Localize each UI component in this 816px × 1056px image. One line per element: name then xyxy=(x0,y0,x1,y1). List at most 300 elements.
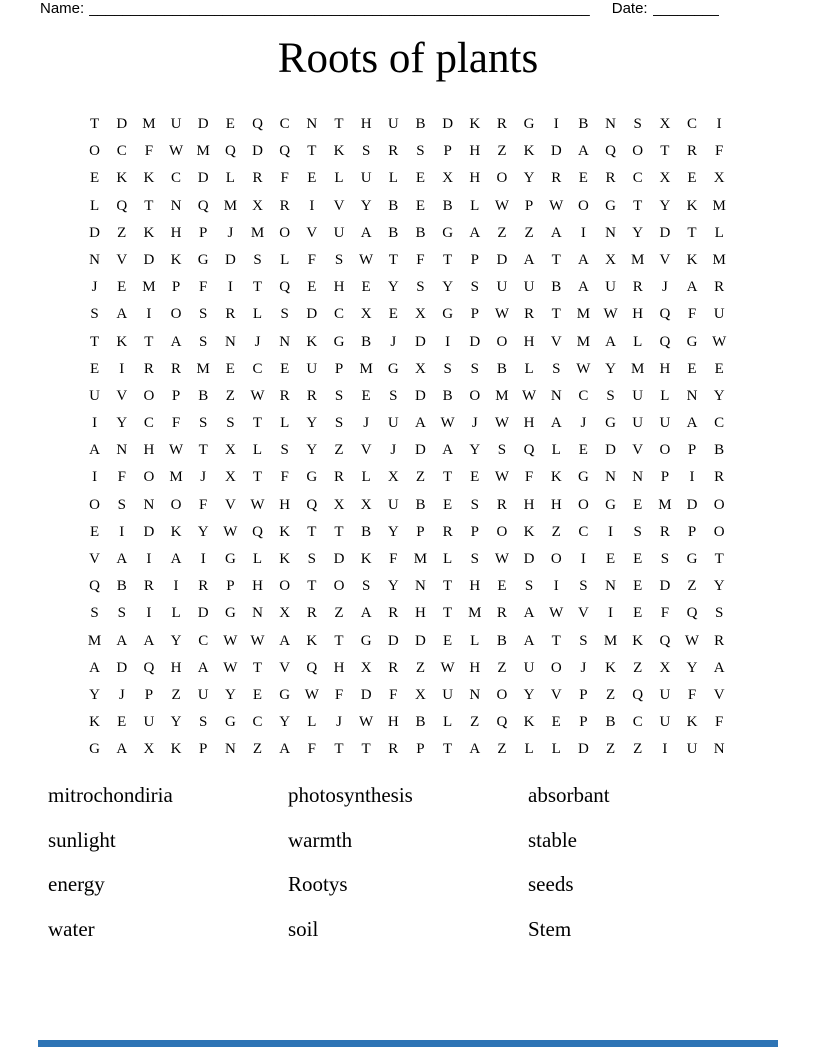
word-list-item: absorbant xyxy=(528,783,610,807)
grid-letter: I xyxy=(309,197,315,214)
grid-letter: J xyxy=(580,415,587,432)
grid-letter: J xyxy=(336,714,342,731)
grid-letter: S xyxy=(497,442,507,459)
grid-letter: P xyxy=(226,578,235,595)
grid-letter: Z xyxy=(252,741,263,758)
grid-letter: R xyxy=(333,469,344,486)
grid-letter: G xyxy=(523,116,535,132)
grid-letter: T xyxy=(144,333,154,350)
grid-letter: O xyxy=(496,523,508,540)
grid-letter: A xyxy=(577,143,589,160)
grid-letter: I xyxy=(445,333,451,350)
grid-letter: I xyxy=(580,224,586,241)
grid-letter: Y xyxy=(279,714,291,731)
grid-letter: S xyxy=(280,306,289,323)
grid-letter: A xyxy=(116,741,128,758)
grid-letter: W xyxy=(250,496,265,513)
grid-letter: S xyxy=(361,578,371,595)
grid-letter: O xyxy=(89,496,100,513)
grid-letter: F xyxy=(334,686,344,703)
grid-letter: C xyxy=(252,360,263,377)
grid-letter: Y xyxy=(224,686,236,703)
grid-letter: L xyxy=(660,387,670,404)
grid-letter: S xyxy=(307,551,316,567)
grid-letter: O xyxy=(550,659,562,676)
grid-letter: Y xyxy=(387,578,399,595)
name-fill-line: ____________________________________________________________ xyxy=(89,0,590,17)
word-list-item: warmth xyxy=(288,827,353,852)
grid-letter: L xyxy=(252,551,263,567)
grid-letter: D xyxy=(252,143,263,160)
grid-letter: I xyxy=(119,360,125,377)
grid-letter: T xyxy=(89,116,100,132)
grid-letter: D xyxy=(89,224,100,241)
grid-letter: J xyxy=(661,279,668,296)
grid-letter: O xyxy=(577,496,589,513)
grid-letter: Q xyxy=(143,659,155,676)
grid-letter: U xyxy=(197,686,209,703)
grid-letter: Z xyxy=(171,686,181,703)
grid-letter: H xyxy=(387,714,399,731)
grid-letter: V xyxy=(577,605,589,622)
grid-letter: Q xyxy=(89,578,100,595)
grid-letter: Q xyxy=(197,197,209,214)
grid-letter: L xyxy=(714,224,724,241)
grid-letter: S xyxy=(633,523,642,540)
grid-letter: N xyxy=(605,578,616,595)
grid-letter: U xyxy=(659,415,671,432)
grid-letter: Q xyxy=(306,659,318,676)
grid-letter: W xyxy=(521,387,537,404)
grid-letter: P xyxy=(470,306,479,323)
grid-letter: L xyxy=(280,415,290,432)
grid-letter: H xyxy=(143,442,155,459)
grid-letter: E xyxy=(89,523,100,540)
grid-letter: P xyxy=(470,251,479,268)
grid-letter: T xyxy=(443,469,453,486)
grid-letter: Q xyxy=(686,605,698,622)
grid-letter: C xyxy=(171,170,182,187)
word-list-item: Rootys xyxy=(288,872,348,897)
grid-letter: T xyxy=(334,523,344,540)
grid-letter: E xyxy=(605,551,616,567)
grid-letter: U xyxy=(387,116,399,132)
grid-letter: V xyxy=(659,251,671,268)
grid-letter: M xyxy=(603,632,618,649)
grid-letter: T xyxy=(252,469,263,486)
grid-letter: R xyxy=(632,279,643,296)
grid-letter: L xyxy=(307,714,317,731)
grid-letter: X xyxy=(415,686,426,703)
grid-letter: E xyxy=(497,578,507,595)
grid-letter: B xyxy=(198,387,209,404)
grid-letter: V xyxy=(279,659,291,676)
word-list-column xyxy=(288,783,528,961)
grid-letter: J xyxy=(91,279,98,296)
grid-letter: O xyxy=(577,197,589,214)
grid-letter: K xyxy=(523,143,535,160)
grid-letter: Y xyxy=(713,578,725,595)
grid-letter: D xyxy=(659,578,671,595)
grid-letter: P xyxy=(687,523,697,540)
grid-letter: F xyxy=(144,143,154,160)
grid-letter: P xyxy=(416,741,425,758)
grid-row xyxy=(81,682,733,709)
grid-letter: E xyxy=(89,170,100,187)
word-list-item: mitrochondiria xyxy=(48,783,173,807)
grid-letter: J xyxy=(471,415,478,432)
grid-letter: W xyxy=(223,632,238,649)
grid-letter: Y xyxy=(713,387,725,404)
grid-letter: S xyxy=(199,306,208,323)
grid-letter: D xyxy=(415,333,426,350)
grid-letter: E xyxy=(578,442,588,459)
grid-letter: U xyxy=(523,659,535,676)
name-label: Name: xyxy=(40,0,85,17)
grid-letter: P xyxy=(416,523,425,540)
grid-letter: X xyxy=(605,251,616,268)
grid-letter: L xyxy=(470,197,480,214)
grid-letter: I xyxy=(146,306,152,323)
grid-letter: I xyxy=(92,469,98,486)
grid-letter: W xyxy=(494,469,509,486)
grid-letter: S xyxy=(199,415,208,432)
grid-letter: W xyxy=(494,415,509,432)
grid-letter: R xyxy=(496,605,507,622)
grid-letter: R xyxy=(225,306,236,323)
grid-letter: R xyxy=(143,360,154,377)
footer-brand-bar xyxy=(38,1040,778,1047)
date-label: Date: xyxy=(611,0,648,17)
grid-letter: C xyxy=(687,116,698,132)
grid-letter: S xyxy=(226,415,235,432)
grid-letter: R xyxy=(388,659,399,676)
grid-letter: E xyxy=(361,387,371,404)
grid-letter: X xyxy=(143,741,155,758)
grid-letter: O xyxy=(659,442,671,459)
grid-letter: O xyxy=(469,387,481,404)
grid-letter: O xyxy=(89,143,100,160)
grid-letter: I xyxy=(553,116,559,132)
grid-letter: W xyxy=(494,306,509,323)
grid-letter: G xyxy=(360,632,372,649)
grid-letter: O xyxy=(713,496,725,513)
grid-letter: Q xyxy=(279,279,291,296)
grid-letter: W xyxy=(712,333,727,350)
grid-letter: N xyxy=(224,333,236,350)
grid-letter: L xyxy=(252,442,263,459)
grid-letter: E xyxy=(415,170,426,187)
grid-letter: E xyxy=(578,170,588,187)
grid-letter: V xyxy=(116,251,128,268)
grid-letter: I xyxy=(92,415,98,432)
grid-letter: E xyxy=(252,686,263,703)
grid-letter: S xyxy=(552,360,561,377)
grid-letter: A xyxy=(116,551,128,567)
grid-letter: S xyxy=(470,360,479,377)
grid-letter: V xyxy=(89,551,100,567)
grid-letter: R xyxy=(714,632,725,649)
grid-letter: A xyxy=(550,224,562,241)
grid-letter: V xyxy=(713,686,725,703)
grid-letter: E xyxy=(633,578,643,595)
grid-letter: F xyxy=(171,415,181,432)
grid-row xyxy=(81,111,733,138)
grid-letter: N xyxy=(224,741,236,758)
grid-letter: Z xyxy=(605,686,616,703)
grid-letter: E xyxy=(687,360,697,377)
grid-letter: O xyxy=(143,387,155,404)
grid-letter: G xyxy=(224,605,236,622)
grid-letter: A xyxy=(523,632,535,649)
grid-letter: J xyxy=(254,333,261,350)
grid-letter: M xyxy=(250,224,265,241)
grid-letter: J xyxy=(363,415,370,432)
grid-letter: O xyxy=(279,578,291,595)
grid-letter: A xyxy=(550,415,562,432)
grid-letter: Q xyxy=(659,632,671,649)
grid-letter: D xyxy=(469,333,481,350)
grid-letter: B xyxy=(442,387,453,404)
grid-letter: V xyxy=(550,333,562,350)
grid-letter: X xyxy=(224,469,236,486)
grid-letter: F xyxy=(307,741,316,758)
grid-letter: B xyxy=(415,496,426,513)
grid-letter: O xyxy=(496,686,508,703)
word-list-column xyxy=(48,783,288,961)
grid-letter: B xyxy=(442,197,453,214)
grid-letter: A xyxy=(143,632,155,649)
grid-row xyxy=(81,437,733,464)
grid-letter: X xyxy=(360,306,372,323)
grid-letter: R xyxy=(279,387,290,404)
grid-letter: M xyxy=(142,279,156,296)
grid-letter: S xyxy=(660,551,670,567)
grid-letter: M xyxy=(576,333,591,350)
word-list-item: soil xyxy=(288,916,319,941)
grid-letter: K xyxy=(170,523,182,540)
header-row xyxy=(40,0,777,17)
grid-letter: X xyxy=(659,116,671,132)
grid-letter: B xyxy=(551,279,562,296)
grid-letter: T xyxy=(334,632,344,649)
grid-letter: Q xyxy=(252,523,263,540)
grid-letter: V xyxy=(306,224,318,241)
grid-letter: E xyxy=(280,360,290,377)
grid-letter: K xyxy=(89,714,100,731)
grid-letter: G xyxy=(306,469,318,486)
grid-letter: K xyxy=(360,551,372,567)
grid-letter: L xyxy=(280,251,290,268)
grid-letter: L xyxy=(225,170,235,187)
grid-letter: N xyxy=(605,469,616,486)
grid-row xyxy=(81,655,733,682)
grid-letter: C xyxy=(333,306,344,323)
grid-letter: A xyxy=(279,741,291,758)
grid-letter: U xyxy=(659,686,671,703)
grid-letter: E xyxy=(633,496,643,513)
grid-letter: U xyxy=(523,279,535,296)
grid-letter: K xyxy=(170,251,182,268)
grid-letter: L xyxy=(551,741,561,758)
grid-letter: W xyxy=(576,360,591,377)
grid-letter: Y xyxy=(170,714,182,731)
grid-letter: Y xyxy=(387,279,399,296)
grid-letter: T xyxy=(443,251,453,268)
grid-letter: R xyxy=(279,197,290,214)
grid-letter: U xyxy=(89,387,100,404)
grid-letter: W xyxy=(549,197,564,214)
grid-letter: C xyxy=(632,714,643,731)
grid-letter: U xyxy=(659,714,671,731)
grid-letter: R xyxy=(388,605,399,622)
word-list xyxy=(48,783,768,961)
grid-letter: B xyxy=(415,224,426,241)
grid-letter: T xyxy=(443,578,453,595)
grid-letter: A xyxy=(605,333,616,350)
grid-letter: P xyxy=(144,686,154,703)
grid-letter: P xyxy=(524,197,534,214)
grid-letter: S xyxy=(470,496,479,513)
grid-letter: F xyxy=(524,469,534,486)
grid-letter: I xyxy=(119,523,125,540)
grid-letter: H xyxy=(469,659,481,676)
grid-letter: I xyxy=(716,116,722,132)
grid-letter: I xyxy=(580,551,586,567)
grid-letter: V xyxy=(116,387,128,404)
grid-letter: X xyxy=(713,170,725,187)
grid-letter: N xyxy=(143,496,155,513)
grid-letter: R xyxy=(714,469,725,486)
grid-letter: Q xyxy=(523,442,535,459)
grid-letter: G xyxy=(577,469,589,486)
grid-letter: M xyxy=(196,143,210,160)
grid-letter: T xyxy=(687,224,697,241)
grid-letter: I xyxy=(227,279,233,296)
grid-letter: U xyxy=(387,496,399,513)
grid-letter: S xyxy=(90,605,99,622)
grid-letter: M xyxy=(468,605,482,622)
grid-letter: X xyxy=(333,496,345,513)
grid-letter: A xyxy=(523,605,535,622)
grid-row xyxy=(81,492,733,519)
grid-letter: T xyxy=(660,143,670,160)
grid-letter: K xyxy=(116,333,128,350)
grid-letter: Y xyxy=(306,415,318,432)
grid-letter: B xyxy=(361,523,372,540)
grid-letter: Q xyxy=(116,197,128,214)
grid-letter: P xyxy=(687,442,697,459)
grid-letter: M xyxy=(142,116,156,132)
grid-letter: W xyxy=(494,551,509,567)
grid-letter: R xyxy=(442,523,453,540)
grid-letter: U xyxy=(713,306,725,323)
grid-letter: M xyxy=(169,469,183,486)
grid-letter: S xyxy=(117,496,126,513)
grid-letter: S xyxy=(443,360,452,377)
grid-letter: S xyxy=(199,714,208,731)
grid-letter: S xyxy=(90,306,99,323)
grid-letter: K xyxy=(550,469,562,486)
grid-letter: K xyxy=(333,143,345,160)
grid-letter: Z xyxy=(605,741,616,758)
grid-letter: C xyxy=(632,170,643,187)
grid-letter: D xyxy=(333,551,345,567)
grid-letter: Y xyxy=(197,523,209,540)
grid-letter: W xyxy=(603,306,618,323)
grid-row xyxy=(81,600,733,627)
grid-letter: D xyxy=(387,632,399,649)
grid-letter: M xyxy=(495,387,509,404)
grid-letter: G xyxy=(224,714,236,731)
grid-letter: T xyxy=(361,741,371,758)
grid-letter: Z xyxy=(687,578,697,595)
grid-letter: O xyxy=(496,333,508,350)
grid-letter: W xyxy=(168,442,184,459)
grid-letter: L xyxy=(89,197,100,214)
grid-letter: N xyxy=(469,686,481,703)
grid-letter: D xyxy=(605,442,616,459)
grid-row xyxy=(81,193,733,220)
grid-letter: N xyxy=(686,387,698,404)
grid-letter: N xyxy=(605,224,616,241)
grid-letter: O xyxy=(632,143,644,160)
grid-letter: F xyxy=(389,686,398,703)
grid-letter: W xyxy=(440,659,455,676)
grid-letter: L xyxy=(334,170,344,187)
grid-letter: E xyxy=(388,306,398,323)
grid-letter: L xyxy=(443,714,453,731)
grid-letter: E xyxy=(307,170,317,187)
grid-letter: G xyxy=(605,496,616,513)
grid-letter: I xyxy=(608,523,614,540)
grid-letter: S xyxy=(361,143,371,160)
grid-letter: L xyxy=(171,605,181,622)
grid-letter: K xyxy=(306,333,318,350)
grid-letter: P xyxy=(171,387,181,404)
grid-letter: E xyxy=(551,714,561,731)
grid-letter: O xyxy=(279,224,291,241)
grid-letter: P xyxy=(199,741,208,758)
grid-letter: F xyxy=(280,170,289,187)
grid-letter: Q xyxy=(496,714,508,731)
grid-letter: D xyxy=(197,605,209,622)
grid-letter: X xyxy=(415,360,426,377)
grid-letter: O xyxy=(333,578,345,595)
grid-letter: E xyxy=(687,170,697,187)
grid-letter: W xyxy=(223,659,238,676)
grid-letter: T xyxy=(388,251,398,268)
grid-letter: J xyxy=(227,224,234,241)
grid-letter: H xyxy=(252,578,263,595)
grid-letter: T xyxy=(443,741,453,758)
grid-letter: Q xyxy=(279,143,291,160)
grid-letter: C xyxy=(578,387,589,404)
grid-letter: Z xyxy=(633,659,643,676)
grid-letter: D xyxy=(224,251,236,268)
grid-letter: D xyxy=(116,659,128,676)
grid-letter: Z xyxy=(415,469,426,486)
grid-letter: R xyxy=(388,143,399,160)
grid-letter: A xyxy=(170,333,182,350)
grid-letter: Y xyxy=(387,523,399,540)
grid-letter: Y xyxy=(306,442,318,459)
grid-row xyxy=(81,573,733,600)
grid-letter: H xyxy=(523,496,535,513)
grid-row xyxy=(81,519,733,546)
grid-letter: X xyxy=(659,170,671,187)
grid-letter: A xyxy=(469,741,481,758)
